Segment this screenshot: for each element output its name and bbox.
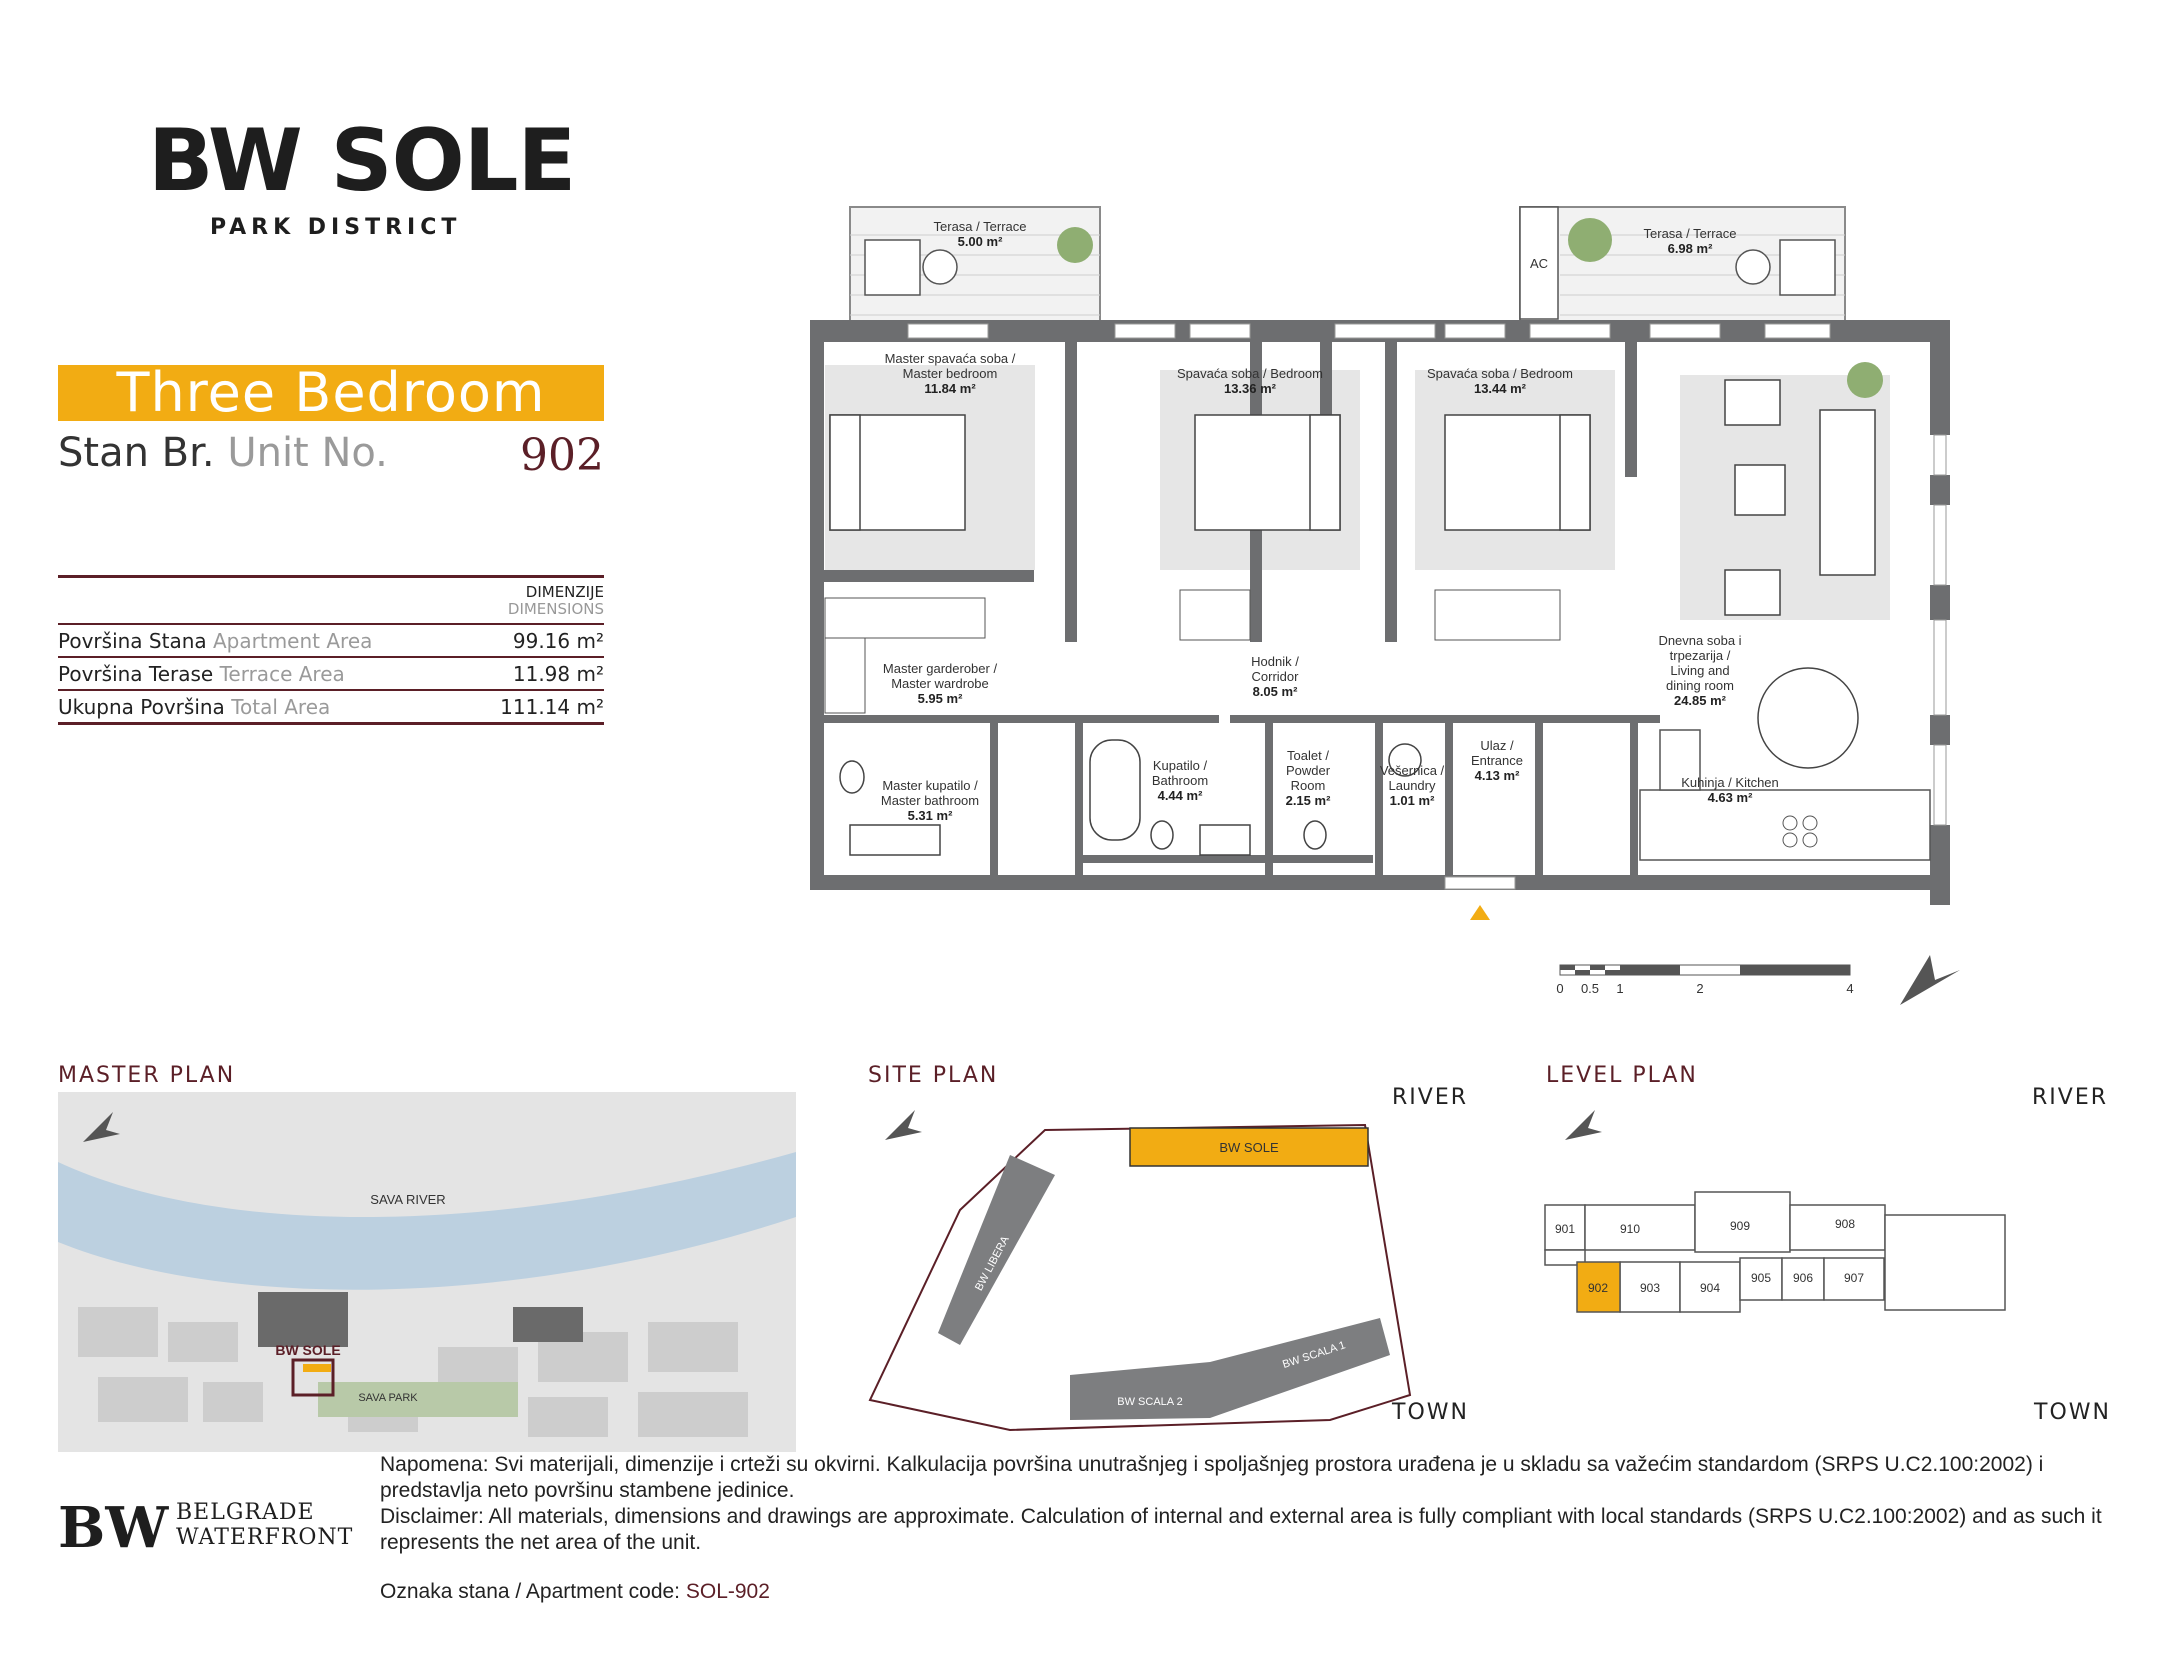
terrace-right-chair <box>1780 240 1835 295</box>
note-en: Disclaimer: All materials, dimensions and drawings are approximate. Calculation of internal and external area is fully compliant with local standards (SRPS U.C2.100:2002) and as such it represents the net area of the unit. <box>380 1505 2102 1554</box>
bed2-headboard <box>1310 415 1340 530</box>
living-area: 24.85 m² <box>1673 693 1727 708</box>
scale-label: 4 <box>1846 981 1854 996</box>
laundry-area: 1.01 m² <box>1389 793 1435 808</box>
bathroom-area: 4.44 m² <box>1157 788 1203 803</box>
level-unit-label: 907 <box>1843 1271 1865 1285</box>
master-bedroom-name2: Master bedroom <box>902 366 998 381</box>
corridor-name1: Hodnik / <box>1251 654 1299 669</box>
entrance-name2: Entrance <box>1470 753 1524 768</box>
dimensions-table <box>58 575 604 725</box>
site-plan-town: TOWN <box>1392 1400 1469 1425</box>
scale-label: 2 <box>1696 981 1704 996</box>
site-plan-map <box>860 1100 1420 1450</box>
bed3-headboard <box>1560 415 1590 530</box>
unit-number-line <box>58 430 604 480</box>
kitchen-name: Kuhinja / Kitchen <box>1681 775 1779 790</box>
terrace-right-table <box>1736 250 1770 284</box>
sink <box>1200 825 1250 855</box>
row-value: 11.98 m² <box>468 657 604 690</box>
table-row <box>58 690 604 724</box>
bedroom2-name: Spavaća soba / Bedroom <box>1177 366 1323 381</box>
note-sr: Napomena: Svi materijali, dimenzije i crteži su okvirni. Kalkulacija površina unutrašnjeg i spoljašnjeg prostora urađena je u skladu sa važećim standardom (SRPS U.C2.100:2002) i predstavlja neto površinu stambene jedinice. <box>380 1453 2044 1502</box>
toilet-icon <box>840 761 864 793</box>
site-plan-river: RIVER <box>1392 1085 1469 1110</box>
unit-label-en: Unit No. <box>227 430 388 476</box>
wardrobe-name1: Master garderober / <box>882 661 998 676</box>
floor-plan <box>790 195 1970 1025</box>
scale-label: 0 <box>1556 981 1564 996</box>
level-unit-label: 906 <box>1792 1271 1814 1285</box>
north-arrow-icon <box>1900 955 1960 1005</box>
unit-number: 902 <box>520 430 604 481</box>
master-plan-title: MASTER PLAN <box>58 1063 236 1088</box>
plant-icon <box>1847 362 1883 398</box>
park-area <box>318 1382 518 1417</box>
living-name1: Dnevna soba i <box>1658 633 1742 648</box>
site-libera-label: BW LIBERA <box>972 1234 1012 1293</box>
level-plan-river: RIVER <box>2032 1085 2109 1110</box>
bw-logo-text: BW <box>58 1495 169 1561</box>
entrance-area: 4.13 m² <box>1474 768 1520 783</box>
toilet-icon <box>1304 821 1326 849</box>
master-bedroom-area: 11.84 m² <box>924 381 976 396</box>
ac-label: AC <box>1529 256 1549 271</box>
row-value: 99.16 m² <box>468 624 604 657</box>
level-plan-map <box>1540 1100 2060 1350</box>
row-label-en: Apartment Area <box>213 628 373 653</box>
row-value: 111.14 m² <box>468 690 604 724</box>
code-label: Oznaka stana / Apartment code: <box>380 1580 681 1603</box>
dark-block <box>513 1307 583 1342</box>
site-scala2-label: BW SCALA 2 <box>1117 1396 1183 1408</box>
code-value: SOL-902 <box>685 1580 770 1603</box>
level-unit-label: 909 <box>1729 1219 1751 1233</box>
scale-bar <box>1556 965 1853 996</box>
living-name2: trpezarija / <box>1669 648 1731 663</box>
wardrobe-area: 5.95 m² <box>917 691 963 706</box>
terrace-left-name: Terasa / Terrace <box>933 219 1027 234</box>
master-plan-building: BW SOLE <box>275 1342 341 1358</box>
dimensions-header-en: DIMENSIONS <box>507 600 604 619</box>
corridor-name2: Corridor <box>1251 669 1299 684</box>
plant-icon <box>1057 227 1093 263</box>
row-label-sr: Ukupna Površina <box>58 694 225 719</box>
dark-block <box>258 1292 348 1347</box>
level-unit-label: 904 <box>1699 1281 1721 1295</box>
site-sole-label: BW SOLE <box>1219 1140 1279 1155</box>
toilet-name1: Toalet / <box>1287 748 1329 763</box>
north-arrow-icon <box>1565 1110 1602 1140</box>
master-plan-river: SAVA RIVER <box>370 1192 446 1207</box>
table-row <box>58 657 604 690</box>
disclaimer <box>380 1452 2140 1556</box>
living-name3: Living and <box>1670 663 1730 678</box>
level-unit-label: 903 <box>1639 1281 1661 1295</box>
living-name4: dining room <box>1666 678 1734 693</box>
apartment-code <box>380 1580 770 1604</box>
bathroom-name1: Kupatilo / <box>1152 758 1208 773</box>
bw-logo <box>58 1495 169 1561</box>
terrace-right-name: Terasa / Terrace <box>1643 226 1737 241</box>
wardrobe-name2: Master wardrobe <box>891 676 989 691</box>
master-bath-area: 5.31 m² <box>907 808 953 823</box>
bathroom-name2: Bathroom <box>1151 773 1209 788</box>
toilet-name3: Room <box>1290 778 1326 793</box>
bw-sole-marker <box>303 1364 331 1372</box>
row-label-en: Total Area <box>231 694 331 719</box>
double-sink <box>850 825 940 855</box>
bathtub <box>1090 740 1140 840</box>
table-row <box>58 624 604 657</box>
brand-subtitle: PARK DISTRICT <box>210 215 462 240</box>
dimensions-header-sr: DIMENZIJE <box>525 583 604 601</box>
site-plan-title: SITE PLAN <box>868 1063 999 1088</box>
toilet-name2: Powder <box>1285 763 1331 778</box>
level-unit-label: 910 <box>1619 1222 1641 1236</box>
unit-type-banner: Three Bedroom <box>58 365 604 421</box>
level-unit-label: 905 <box>1750 1271 1772 1285</box>
north-arrow-icon <box>885 1110 922 1140</box>
brand-logo <box>148 111 576 211</box>
terrace-left-table <box>923 250 957 284</box>
bw-wordmark <box>176 1500 353 1550</box>
toilet-icon <box>1151 821 1173 849</box>
bedroom3-name: Spavaća soba / Bedroom <box>1427 366 1573 381</box>
kitchen-area: 4.63 m² <box>1707 790 1753 805</box>
terrace-left-area: 5.00 m² <box>957 234 1003 249</box>
bedroom3-area: 13.44 m² <box>1473 381 1527 396</box>
master-bath-name1: Master kupatilo / <box>882 778 978 793</box>
dining-table <box>1758 668 1858 768</box>
toilet-area: 2.15 m² <box>1285 793 1331 808</box>
level-plan-title: LEVEL PLAN <box>1546 1063 1698 1088</box>
level-unit-label: 901 <box>1554 1222 1576 1236</box>
terrace-right-area: 6.98 m² <box>1667 241 1713 256</box>
bw-line2: WATERFRONT <box>176 1525 354 1550</box>
brand-logo-name: SOLE <box>330 111 576 211</box>
scale-label: 0.5 <box>1580 981 1600 996</box>
scale-label: 1 <box>1616 981 1624 996</box>
corridor-area: 8.05 m² <box>1252 684 1298 699</box>
plant-icon <box>1568 218 1612 262</box>
entrance-name1: Ulaz / <box>1480 738 1514 753</box>
level-unit-label: 908 <box>1834 1217 1856 1231</box>
site-scala1-label: BW SCALA 1 <box>1281 1339 1348 1371</box>
bw-line1: BELGRADE <box>176 1500 315 1525</box>
master-plan-map <box>58 1092 796 1452</box>
laundry-name1: Vešernica / <box>1379 763 1445 778</box>
unit-label-sr: Stan Br. <box>58 430 215 476</box>
master-plan-park: SAVA PARK <box>358 1392 418 1404</box>
master-bath-name2: Master bathroom <box>880 793 980 808</box>
master-bedroom-name1: Master spavaća soba / <box>884 351 1016 366</box>
bedroom2-area: 13.36 m² <box>1223 381 1277 396</box>
level-plan-town: TOWN <box>2034 1400 2111 1425</box>
level-unit-label: 902 <box>1587 1281 1609 1295</box>
row-label-sr: Površina Terase <box>58 661 214 686</box>
brand-logo-bw: BW <box>148 111 302 211</box>
row-label-sr: Površina Stana <box>58 628 207 653</box>
entrance-arrow-icon <box>1470 905 1490 920</box>
dimensions-header <box>58 577 604 624</box>
row-label-en: Terrace Area <box>219 661 345 686</box>
laundry-name2: Laundry <box>1388 778 1436 793</box>
terrace-left-chair <box>865 240 920 295</box>
master-bed-headboard <box>830 415 860 530</box>
